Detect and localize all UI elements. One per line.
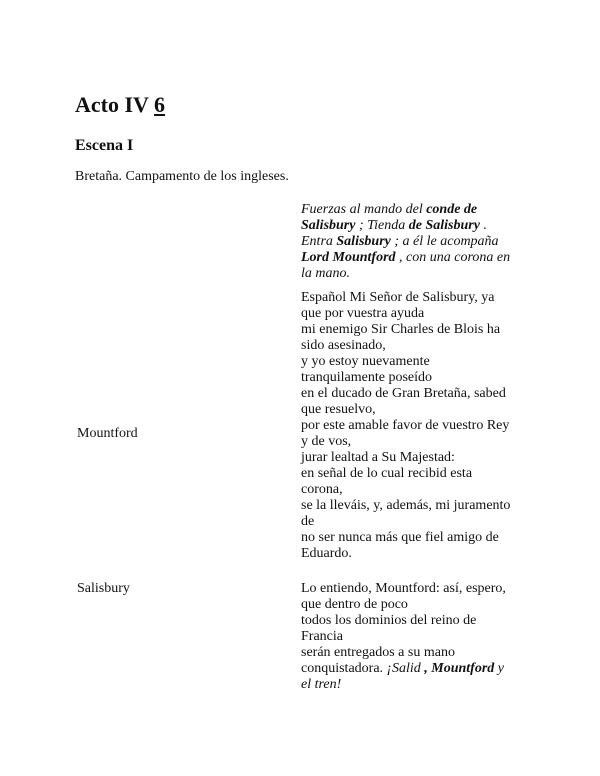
speech-line: el tren! <box>301 677 342 692</box>
speech-text <box>301 581 531 693</box>
act-label: Acto IV <box>75 92 149 117</box>
speech-line: de <box>301 514 315 529</box>
character-name: conde de <box>426 202 478 217</box>
stage-direction-line <box>301 234 531 250</box>
stage-direction-line <box>301 250 531 266</box>
footnote-link[interactable]: 6 <box>154 92 166 117</box>
speech-line: jurar lealtad a Su Majestad: <box>301 450 455 465</box>
speech-line: en señal de lo cual recibid esta <box>301 466 473 481</box>
stage-text: Fuerzas al mando del <box>301 202 427 217</box>
speech-line: que resuelvo, <box>301 402 376 417</box>
speech-line: se la lleváis, y, además, mi juramento <box>301 498 511 513</box>
act-heading <box>75 92 165 118</box>
speech-line <box>301 661 531 677</box>
speech-line: tranquilamente poseído <box>301 370 433 385</box>
speech-line: mi enemigo Sir Charles de Blois ha <box>301 322 501 337</box>
speech-line: Lo entiendo, Mountford: así, espero, <box>301 581 506 596</box>
speech-line: Español Mi Señor de Salisbury, ya <box>301 290 495 305</box>
stage-text: . <box>479 218 487 233</box>
speech-line: por este amable favor de vuestro Rey <box>301 418 510 433</box>
character-name: de Salisbury <box>408 218 480 233</box>
speech-line: todos los dominios del reino de <box>301 613 477 628</box>
stage-cue: ¡Salid <box>386 661 425 676</box>
speech-line: Francia <box>301 629 343 644</box>
stage-direction-line <box>301 218 531 234</box>
speech-line: corona, <box>301 482 343 497</box>
stage-text: ; a él le acompaña <box>390 234 499 249</box>
speech-line: que por vuestra ayuda <box>301 306 425 321</box>
stage-direction <box>301 202 531 282</box>
stage-text: ; Tienda <box>355 218 409 233</box>
stage-direction-line: la mano. <box>301 266 350 281</box>
stage-cue: y <box>494 661 505 676</box>
character-name: , Mountford <box>424 661 495 676</box>
speaker-name: Mountford <box>77 426 138 441</box>
speech-line: Eduardo. <box>301 546 352 561</box>
speech-line: que dentro de poco <box>301 597 408 612</box>
character-name: Salisbury <box>301 218 356 233</box>
speech-text-run: conquistadora. <box>301 661 387 676</box>
character-name: Lord Mountford <box>301 250 396 265</box>
character-name: Salisbury <box>336 234 391 249</box>
stage-text: Entra <box>301 234 337 249</box>
speech-text <box>301 290 531 562</box>
scene-heading: Escena I <box>75 137 134 154</box>
speech-line: sido asesinado, <box>301 338 386 353</box>
stage-text: , con una corona en <box>395 250 511 265</box>
speech-line: y de vos, <box>301 434 352 449</box>
speech-line: serán entregados a su mano <box>301 645 455 660</box>
scene-setting: Bretaña. Campamento de los ingleses. <box>75 169 289 184</box>
speaker-name: Salisbury <box>77 581 130 596</box>
speech-line: en el ducado de Gran Bretaña, sabed <box>301 386 506 401</box>
speech-line: no ser nunca más que fiel amigo de <box>301 530 499 545</box>
stage-direction-line <box>301 202 531 218</box>
speech-line: y yo estoy nuevamente <box>301 354 430 369</box>
